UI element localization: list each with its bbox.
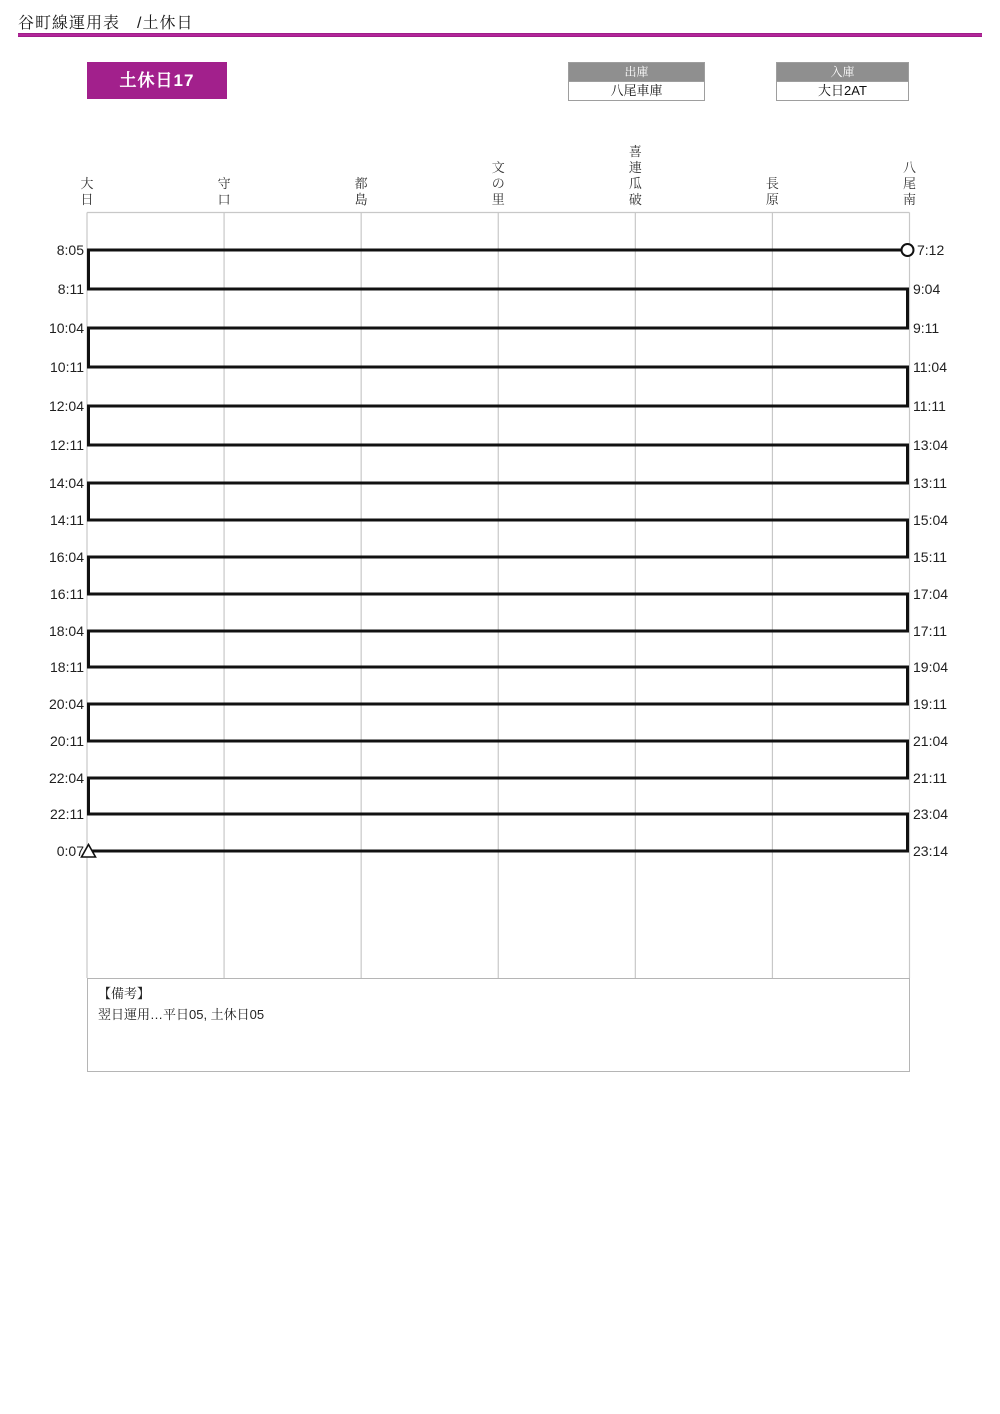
page-title: 谷町線運用表 /土休日: [18, 15, 194, 32]
time-label-left: 10:04: [48, 320, 84, 336]
time-label-right: 21:04: [913, 733, 949, 749]
station-label: の: [491, 176, 505, 191]
time-label-right: 21:11: [913, 770, 947, 786]
station-label: 八: [902, 160, 917, 175]
remarks-box: [87, 978, 910, 1072]
time-label-left: 8:05: [56, 242, 84, 258]
time-label-left: 14:04: [48, 475, 84, 491]
station-label: 破: [628, 192, 642, 207]
station-label: 文: [491, 160, 505, 175]
time-label-right: 17:04: [913, 586, 949, 602]
station-label: 南: [902, 192, 917, 207]
time-label-left: 12:04: [48, 398, 84, 414]
time-label-left: 22:11: [50, 806, 84, 822]
time-label-left: 16:04: [48, 549, 84, 565]
station-label: 口: [217, 192, 231, 207]
depot-out-label: 出庫: [569, 63, 704, 82]
time-label-right: 7:12: [917, 242, 945, 258]
time-label-left: 8:11: [57, 281, 84, 297]
time-label-right: 17:11: [913, 623, 947, 639]
time-label-right: 23:14: [913, 843, 949, 859]
station-label: 島: [354, 192, 368, 207]
remarks-title: 【備考】: [98, 986, 151, 1001]
time-label-left: 20:04: [48, 696, 84, 712]
time-label-right: 23:04: [913, 806, 949, 822]
time-label-left: 18:11: [50, 659, 84, 675]
time-label-right: 11:11: [913, 398, 946, 414]
station-label: 瓜: [628, 176, 642, 191]
depot-out-value: 八尾車庫: [610, 83, 663, 98]
time-label-left: 18:04: [48, 623, 84, 639]
time-label-left: 12:11: [50, 437, 84, 453]
station-label: 大: [80, 176, 94, 191]
start-circle-icon: [902, 244, 914, 256]
time-label-right: 15:11: [913, 549, 947, 565]
duty-badge: 土休日17: [87, 62, 227, 99]
station-label: 日: [80, 192, 94, 207]
time-label-right: 11:04: [913, 359, 947, 375]
time-label-left: 20:11: [50, 733, 84, 749]
time-label-right: 15:04: [913, 512, 949, 528]
time-label-left: 22:04: [48, 770, 84, 786]
station-label: 守: [217, 176, 231, 191]
station-label: 喜: [628, 144, 642, 159]
station-label: 連: [628, 160, 642, 175]
time-label-right: 19:11: [913, 696, 947, 712]
station-label: 原: [765, 192, 779, 207]
station-label: 長: [765, 176, 779, 191]
time-label-right: 9:04: [913, 281, 941, 297]
time-label-right: 13:11: [913, 475, 947, 491]
depot-in-value: 大日2AT: [818, 83, 867, 98]
remarks-text: 翌日運用…平日05, 土休日05: [98, 1007, 265, 1022]
time-label-right: 19:04: [913, 659, 949, 675]
depot-in-label: 入庫: [777, 63, 908, 82]
time-label-left: 10:11: [50, 359, 84, 375]
time-label-left: 0:07: [56, 843, 84, 859]
station-label: 里: [491, 192, 505, 207]
station-label: 都: [354, 176, 368, 191]
time-label-left: 16:11: [50, 586, 84, 602]
time-label-left: 14:11: [50, 512, 84, 528]
time-label-right: 13:04: [913, 437, 949, 453]
time-label-right: 9:11: [913, 320, 940, 336]
station-label: 尾: [902, 176, 917, 191]
